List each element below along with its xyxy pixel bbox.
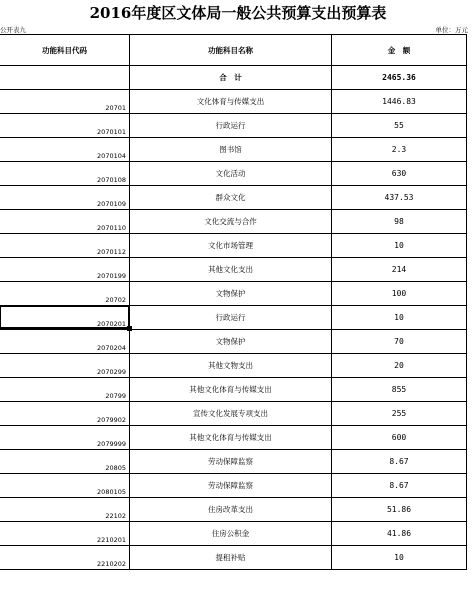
name-text: 群众文化 [215, 193, 246, 202]
cell-name[interactable] [130, 378, 332, 401]
cell-name[interactable] [130, 210, 332, 233]
cell-name[interactable] [130, 162, 332, 185]
code-text: 2070201 [97, 320, 126, 328]
cell-code[interactable] [0, 114, 130, 137]
amount-text: 214 [391, 265, 407, 274]
table-row [0, 114, 467, 138]
cell-code[interactable] [0, 162, 130, 185]
cell-amount[interactable] [332, 474, 467, 497]
cell-code[interactable] [0, 306, 130, 329]
cell-name[interactable] [130, 354, 332, 377]
code-text: 2070108 [97, 176, 126, 184]
code-text: 2070109 [97, 200, 126, 208]
amount-text: 255 [391, 409, 407, 418]
cell-code[interactable] [0, 330, 130, 353]
cell-amount[interactable] [332, 138, 467, 161]
table-row [0, 306, 467, 330]
cell-amount[interactable] [332, 378, 467, 401]
name-text: 图书馆 [219, 145, 242, 154]
cell-code[interactable] [0, 450, 130, 473]
cell-code[interactable] [0, 234, 130, 257]
cell-name[interactable] [130, 546, 332, 569]
header-amount[interactable]: 金 额 [332, 35, 467, 65]
table-row [0, 234, 467, 258]
amount-text: 600 [391, 433, 407, 442]
cell-name[interactable] [130, 474, 332, 497]
name-text: 文化市场管理 [208, 241, 253, 250]
code-text: 20799 [105, 392, 126, 400]
amount-text: 10 [394, 313, 404, 322]
cell-name[interactable] [130, 282, 332, 305]
cell-name[interactable] [130, 234, 332, 257]
header-name[interactable]: 功能科目名称 [130, 35, 332, 65]
cell-code[interactable] [0, 378, 130, 401]
cell-code[interactable] [0, 138, 130, 161]
table-header-row [0, 35, 467, 66]
code-text: 2079999 [97, 440, 126, 448]
table-row [0, 378, 467, 402]
name-text: 文物保护 [215, 289, 246, 298]
name-text: 宣传文化发展专项支出 [193, 409, 268, 418]
code-text: 2070112 [97, 248, 126, 256]
code-text: 2079902 [97, 416, 126, 424]
amount-text: 8.67 [389, 457, 409, 466]
amount-text: 1446.83 [382, 97, 416, 106]
table-row [0, 474, 467, 498]
total-row [0, 66, 467, 90]
cell-amount[interactable] [332, 522, 467, 545]
amount-text: 855 [391, 385, 407, 394]
cell-amount[interactable] [332, 354, 467, 377]
code-text: 22102 [105, 512, 126, 520]
cell-amount[interactable] [332, 498, 467, 521]
cell-code[interactable] [0, 66, 130, 89]
name-text: 行政运行 [215, 313, 246, 322]
amount-text: 55 [394, 121, 404, 130]
cell-code[interactable] [0, 210, 130, 233]
amount-text: 10 [394, 553, 404, 562]
name-text: 劳动保障监察 [208, 457, 253, 466]
cell-name[interactable] [130, 114, 332, 137]
budget-table [0, 34, 467, 570]
amount-text: 51.86 [386, 505, 412, 514]
amount-text: 10 [394, 241, 404, 250]
code-text: 20702 [105, 296, 126, 304]
name-text: 文化活动 [215, 169, 246, 178]
cell-name[interactable] [130, 66, 332, 89]
amount-text: 20 [394, 361, 404, 370]
code-text: 2210202 [97, 560, 126, 568]
table-row [0, 522, 467, 546]
amount-text: 8.67 [389, 481, 409, 490]
name-text: 文化体育与传媒支出 [196, 97, 265, 106]
table-row [0, 210, 467, 234]
name-text: 其他文化支出 [208, 265, 253, 274]
cell-code[interactable] [0, 498, 130, 521]
table-row [0, 546, 467, 570]
cell-amount[interactable] [332, 162, 467, 185]
cell-code[interactable] [0, 354, 130, 377]
unit-label: 单位：万元 [435, 26, 468, 34]
code-text: 20805 [105, 464, 126, 472]
cell-name[interactable] [130, 450, 332, 473]
cell-code[interactable] [0, 258, 130, 281]
cell-name[interactable] [130, 306, 332, 329]
cell-amount[interactable] [332, 234, 467, 257]
amount-text: 2.3 [391, 145, 407, 154]
name-text: 其他文物支出 [208, 361, 253, 370]
amount-text: 630 [391, 169, 407, 178]
table-row [0, 354, 467, 378]
code-text: 2080105 [97, 488, 126, 496]
code-text: 2070199 [97, 272, 126, 280]
cell-amount[interactable] [332, 90, 467, 113]
cell-name[interactable] [130, 186, 332, 209]
cell-amount[interactable] [332, 282, 467, 305]
name-text: 其他文化体育与传媒支出 [189, 433, 272, 442]
table-number-label: 公开表九 [0, 26, 26, 34]
cell-name[interactable] [130, 90, 332, 113]
table-title: 2016年度区文体局一般公共预算支出预算表 [89, 4, 387, 22]
cell-code[interactable] [0, 522, 130, 545]
table-row [0, 450, 467, 474]
code-text: 2070104 [97, 152, 126, 160]
cell-amount[interactable] [332, 66, 467, 89]
cell-code[interactable] [0, 402, 130, 425]
cell-amount[interactable] [332, 186, 467, 209]
code-text: 2070101 [97, 128, 126, 136]
table-row [0, 138, 467, 162]
table-row [0, 330, 467, 354]
amount-text: 100 [391, 289, 407, 298]
header-code[interactable]: 功能科目代码 [0, 35, 130, 65]
name-text: 行政运行 [215, 121, 246, 130]
cell-name[interactable] [130, 522, 332, 545]
name-text: 提租补贴 [215, 553, 246, 562]
cell-amount[interactable] [332, 546, 467, 569]
code-text: 2070110 [97, 224, 126, 232]
table-row [0, 282, 467, 306]
code-text: 2070204 [97, 344, 126, 352]
table-row [0, 186, 467, 210]
cell-amount[interactable] [332, 450, 467, 473]
cell-code[interactable] [0, 90, 130, 113]
name-text: 合 计 [219, 73, 242, 82]
cell-name[interactable] [130, 426, 332, 449]
cell-name[interactable] [130, 330, 332, 353]
table-row [0, 426, 467, 450]
name-text: 劳动保障监察 [208, 481, 253, 490]
amount-text: 70 [394, 337, 404, 346]
cell-amount[interactable] [332, 330, 467, 353]
name-text: 其他文化体育与传媒支出 [189, 385, 272, 394]
code-text: 2210201 [97, 536, 126, 544]
cell-code[interactable] [0, 186, 130, 209]
cell-amount[interactable] [332, 426, 467, 449]
amount-text: 41.86 [386, 529, 412, 538]
cell-code[interactable] [0, 426, 130, 449]
name-text: 住房改革支出 [208, 505, 253, 514]
table-row [0, 498, 467, 522]
cell-amount[interactable] [332, 402, 467, 425]
table-body [0, 66, 467, 570]
table-row [0, 258, 467, 282]
cell-name[interactable] [130, 138, 332, 161]
amount-text: 2465.36 [382, 73, 416, 82]
cell-amount[interactable] [332, 258, 467, 281]
cell-amount[interactable] [332, 114, 467, 137]
name-text: 文化交流与合作 [204, 217, 257, 226]
cell-name[interactable] [130, 258, 332, 281]
table-row [0, 90, 467, 114]
name-text: 文物保护 [215, 337, 246, 346]
code-text: 2070299 [97, 368, 126, 376]
cell-name[interactable] [130, 402, 332, 425]
cell-name[interactable] [130, 498, 332, 521]
name-text: 住房公积金 [211, 529, 250, 538]
cell-code[interactable] [0, 546, 130, 569]
cell-code[interactable] [0, 474, 130, 497]
cell-amount[interactable] [332, 306, 467, 329]
amount-text: 98 [394, 217, 404, 226]
amount-text: 437.53 [384, 193, 414, 202]
table-row [0, 162, 467, 186]
cell-code[interactable] [0, 282, 130, 305]
cell-amount[interactable] [332, 210, 467, 233]
table-row [0, 402, 467, 426]
code-text: 20701 [105, 104, 126, 112]
